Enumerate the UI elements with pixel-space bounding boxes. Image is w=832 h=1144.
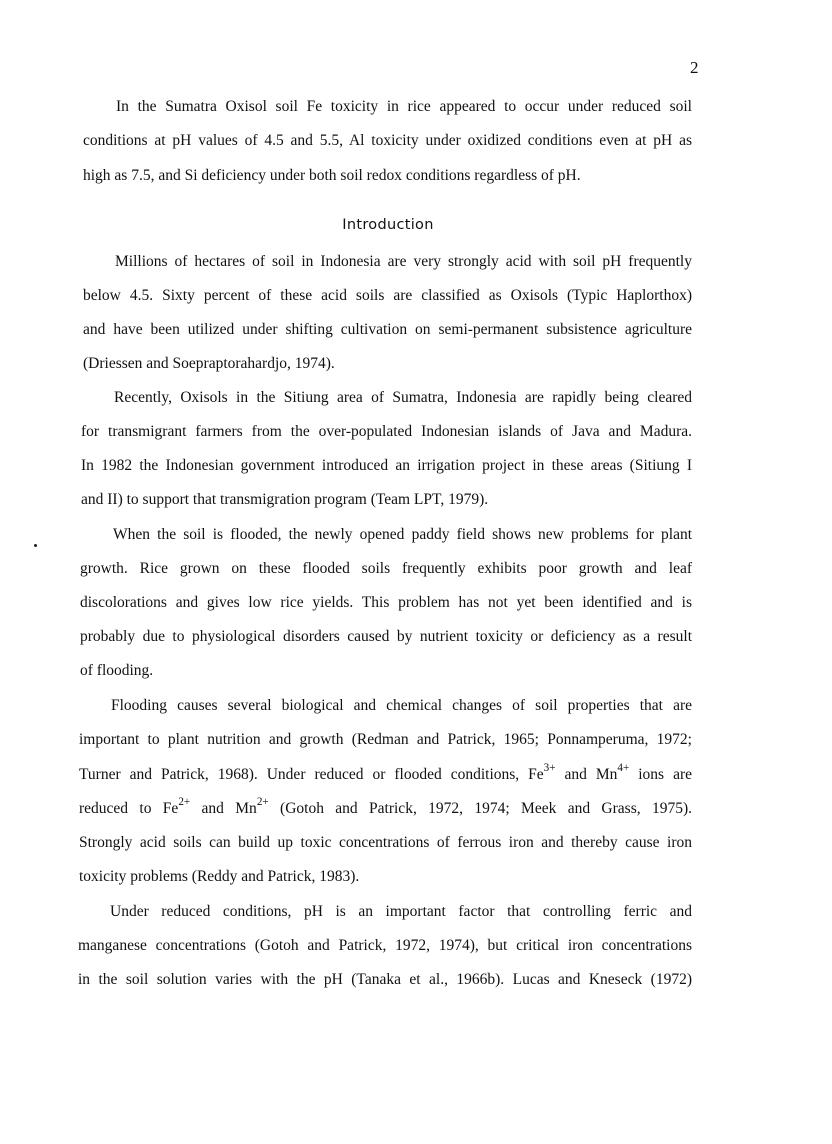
superscript-charge: 3+ bbox=[543, 762, 556, 775]
text-run: Turner and Patrick, 1968). Under reduced or flooded conditions, Fe bbox=[79, 766, 544, 783]
text-run: and Mn bbox=[190, 800, 257, 817]
paragraph-line: manganese concentrations (Gotoh and Patrick, 1972, 1974), but critical iron concentrations bbox=[78, 937, 692, 954]
paragraph-line: Under reduced conditions, pH is an important factor that controlling ferric and bbox=[110, 903, 692, 920]
text-run: reduced to Fe bbox=[79, 800, 179, 817]
text-run: ions are bbox=[629, 766, 692, 783]
paragraph-line: and II) to support that transmigration program (Team LPT, 1979). bbox=[81, 491, 489, 508]
paragraph-line: discolorations and gives low rice yields. This problem has not yet been identified and is bbox=[80, 594, 692, 611]
paragraph-line: probably due to physiological disorders caused by nutrient toxicity or deficiency as a result bbox=[80, 628, 692, 645]
text-run: and Mn bbox=[555, 766, 618, 783]
paragraph-line: Strongly acid soils can build up toxic concentrations of ferrous iron and thereby cause iron bbox=[79, 834, 692, 851]
page-number: 2 bbox=[690, 58, 699, 77]
paragraph-line: When the soil is flooded, the newly opened paddy field shows new problems for plant bbox=[113, 526, 692, 543]
paragraph-line: In 1982 the Indonesian government introduced an irrigation project in these areas (Sitiung I bbox=[81, 457, 692, 474]
paragraph-line: Millions of hectares of soil in Indonesia are very strongly acid with soil pH frequently bbox=[115, 253, 692, 270]
paragraph-line: growth. Rice grown on these flooded soils frequently exhibits poor growth and leaf bbox=[80, 560, 692, 577]
paragraph-line: Flooding causes several biological and chemical changes of soil properties that are bbox=[111, 697, 692, 714]
paragraph-line-superscripts bbox=[79, 762, 692, 785]
abstract-line: conditions at pH values of 4.5 and 5.5, Al toxicity under oxidized conditions even at pH as bbox=[83, 132, 692, 149]
paragraph-line: Recently, Oxisols in the Sitiung area of Sumatra, Indonesia are rapidly being cleared bbox=[114, 389, 692, 406]
paragraph-line: important to plant nutrition and growth (Redman and Patrick, 1965; Ponnamperuma, 1972; bbox=[79, 731, 692, 748]
paragraph-line: of flooding. bbox=[80, 662, 154, 679]
paragraph-line: below 4.5. Sixty percent of these acid soils are classified as Oxisols (Typic Haplorthox) bbox=[83, 287, 692, 304]
paragraph-line: in the soil solution varies with the pH (Tanaka et al., 1966b). Lucas and Kneseck (1972) bbox=[78, 971, 692, 988]
text-run: (Gotoh and Patrick, 1972, 1974; Meek and Grass, 1975). bbox=[268, 800, 692, 817]
superscript-charge: 4+ bbox=[617, 762, 630, 775]
paragraph-line: and have been utilized under shifting cultivation on semi-permanent subsistence agriculture bbox=[83, 321, 692, 338]
superscript-charge: 2+ bbox=[178, 796, 191, 809]
superscript-charge: 2+ bbox=[256, 796, 269, 809]
section-heading: Introduction bbox=[342, 217, 434, 233]
paragraph-line-superscripts bbox=[79, 796, 692, 819]
abstract-line: high as 7.5, and Si deficiency under both soil redox conditions regardless of pH. bbox=[83, 167, 581, 184]
scan-speck bbox=[34, 544, 37, 547]
abstract-line: In the Sumatra Oxisol soil Fe toxicity in rice appeared to occur under reduced soil bbox=[116, 98, 692, 115]
paragraph-line: toxicity problems (Reddy and Patrick, 1983). bbox=[79, 868, 360, 885]
paragraph-line: for transmigrant farmers from the over-populated Indonesian islands of Java and Madura. bbox=[81, 423, 692, 440]
paragraph-line: (Driessen and Soepraptorahardjo, 1974). bbox=[83, 355, 335, 372]
